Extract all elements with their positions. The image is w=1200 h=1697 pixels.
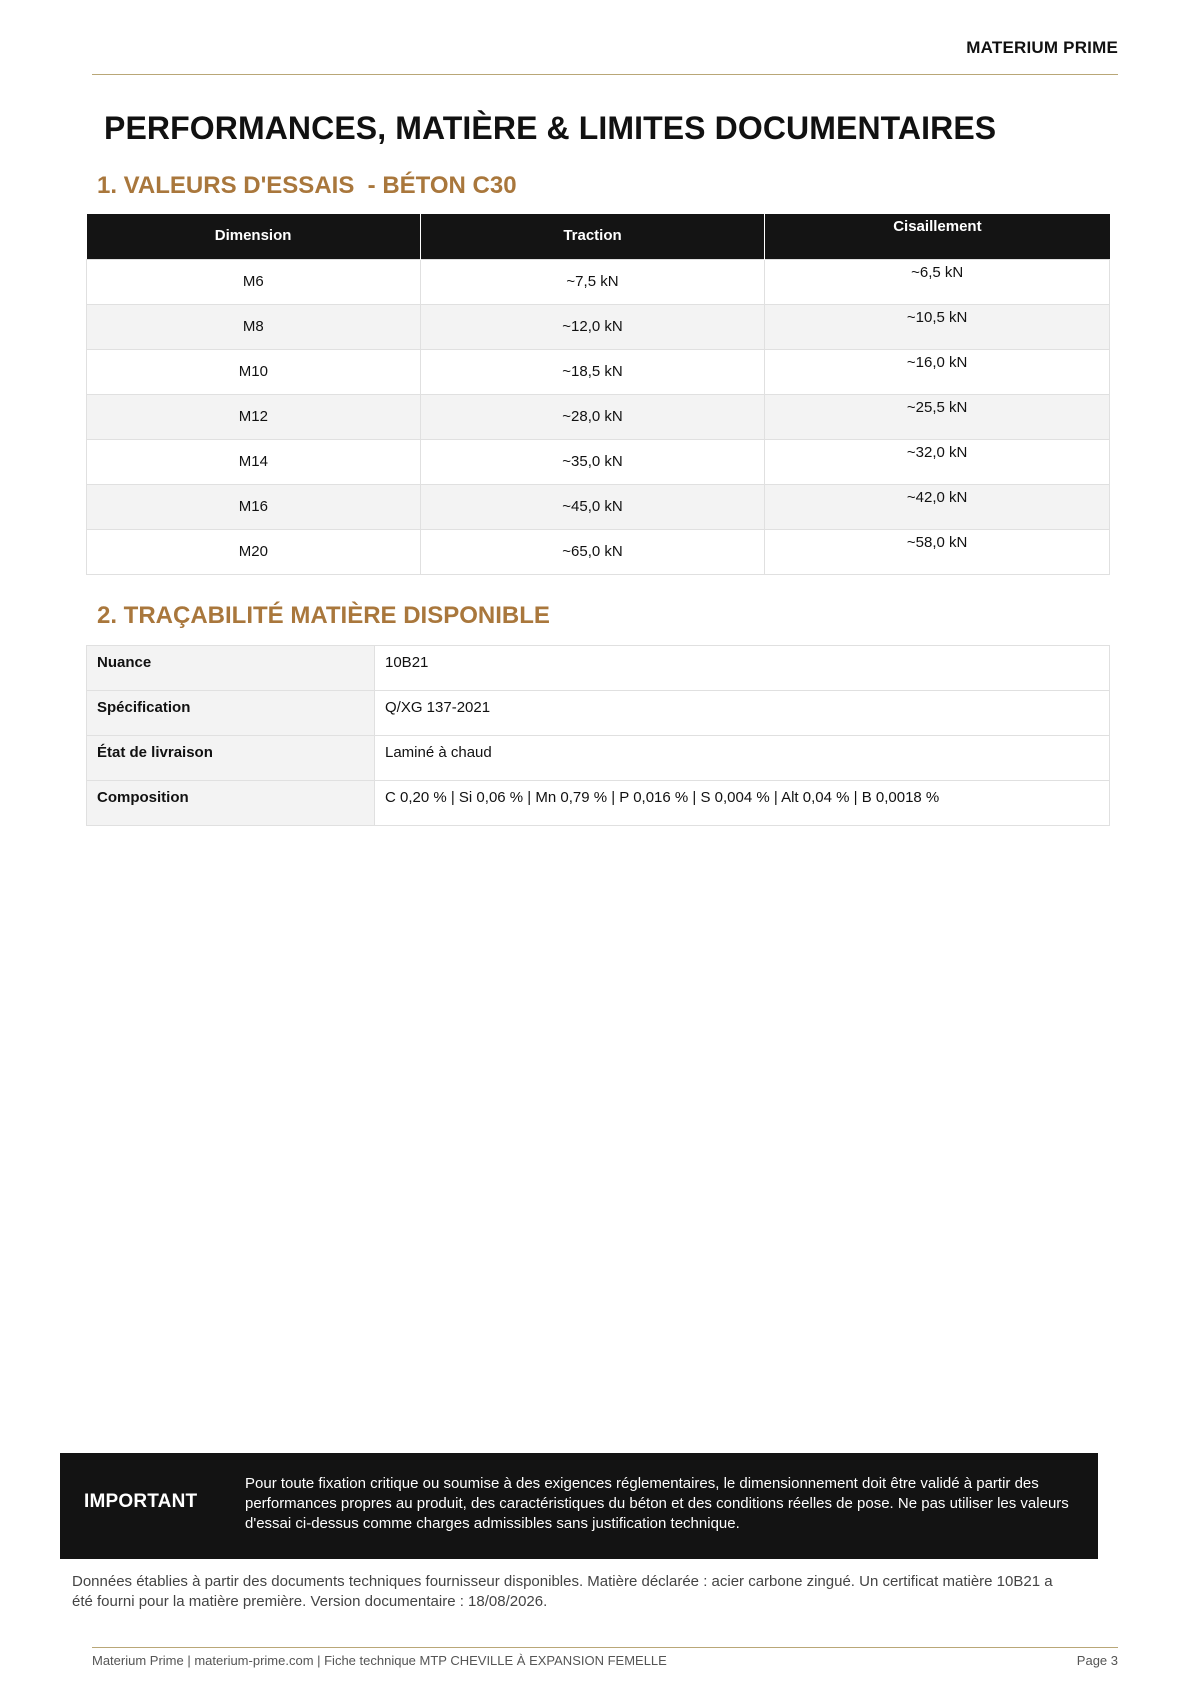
row-label-delivery-state: État de livraison <box>87 736 375 781</box>
cell-cisaillement: ~32,0 kN <box>765 439 1110 484</box>
header-divider <box>92 74 1118 75</box>
table-row <box>87 736 1110 781</box>
row-value-specification: Q/XG 137-2021 <box>375 691 1110 736</box>
table-row <box>87 529 1110 574</box>
cell-traction: ~12,0 kN <box>420 304 765 349</box>
row-value-composition: C 0,20 % | Si 0,06 % | Mn 0,79 % | P 0,016 % | S 0,004 % | Alt 0,04 % | B 0,0018 % <box>375 781 1110 826</box>
important-label: IMPORTANT <box>84 1491 198 1512</box>
column-header-dimension: Dimension <box>87 214 421 259</box>
footer-text: Materium Prime | materium-prime.com | Fiche technique MTP CHEVILLE À EXPANSION FEMELLE <box>92 1653 667 1668</box>
row-value-delivery-state: Laminé à chaud <box>375 736 1110 781</box>
cell-dimension: M6 <box>87 259 421 304</box>
traceability-table <box>86 645 1110 826</box>
cell-traction: ~45,0 kN <box>420 484 765 529</box>
table-row <box>87 304 1110 349</box>
row-label-nuance: Nuance <box>87 646 375 691</box>
footer-divider <box>92 1647 1118 1648</box>
table-row <box>87 781 1110 826</box>
cell-cisaillement: ~42,0 kN <box>765 484 1110 529</box>
row-value-nuance: 10B21 <box>375 646 1110 691</box>
section-title-traceability: 2. TRAÇABILITÉ MATIÈRE DISPONIBLE <box>97 602 550 629</box>
cell-dimension: M10 <box>87 349 421 394</box>
page-title: PERFORMANCES, MATIÈRE & LIMITES DOCUMENTAIRES <box>104 110 997 146</box>
row-label-specification: Spécification <box>87 691 375 736</box>
important-notice <box>60 1453 1098 1559</box>
cell-dimension: M14 <box>87 439 421 484</box>
table-header-row <box>87 214 1110 259</box>
cell-dimension: M8 <box>87 304 421 349</box>
section-title-test-values: 1. VALEURS D'ESSAIS - BÉTON C30 <box>97 172 517 199</box>
table-row <box>87 646 1110 691</box>
brand-name: MATERIUM PRIME <box>966 38 1118 57</box>
table-row <box>87 691 1110 736</box>
cell-cisaillement: ~6,5 kN <box>765 259 1110 304</box>
column-header-traction: Traction <box>420 214 765 259</box>
test-values-table <box>86 214 1110 575</box>
cell-traction: ~28,0 kN <box>420 394 765 439</box>
cell-dimension: M16 <box>87 484 421 529</box>
cell-cisaillement: ~25,5 kN <box>765 394 1110 439</box>
cell-dimension: M12 <box>87 394 421 439</box>
column-header-cisaillement: Cisaillement <box>765 214 1110 259</box>
cell-dimension: M20 <box>87 529 421 574</box>
cell-cisaillement: ~58,0 kN <box>765 529 1110 574</box>
cell-cisaillement: ~16,0 kN <box>765 349 1110 394</box>
page-number: Page 3 <box>1076 1653 1118 1668</box>
table-row <box>87 394 1110 439</box>
cell-cisaillement: ~10,5 kN <box>765 304 1110 349</box>
cell-traction: ~35,0 kN <box>420 439 765 484</box>
important-text: Pour toute fixation critique ou soumise à des exigences réglementaires, le dimensionnement doit être validé à partir des performances propres au produit, des caractéristiques du béton et des conditions réelles de pose. Ne pas utiliser les valeurs d'essai ci-dessus comme charges admissibles sans justification technique. <box>245 1475 1069 1532</box>
table-row <box>87 439 1110 484</box>
source-notes: Données établies à partir des documents techniques fournisseur disponibles. Matière déclarée : acier carbone zingué. Un certificat matière 10B21 a été fourni pour la matière première. Version documentaire : 18/08/2026. <box>72 1573 1053 1610</box>
table-row <box>87 259 1110 304</box>
cell-traction: ~7,5 kN <box>420 259 765 304</box>
row-label-composition: Composition <box>87 781 375 826</box>
cell-traction: ~18,5 kN <box>420 349 765 394</box>
table-row <box>87 484 1110 529</box>
cell-traction: ~65,0 kN <box>420 529 765 574</box>
table-row <box>87 349 1110 394</box>
